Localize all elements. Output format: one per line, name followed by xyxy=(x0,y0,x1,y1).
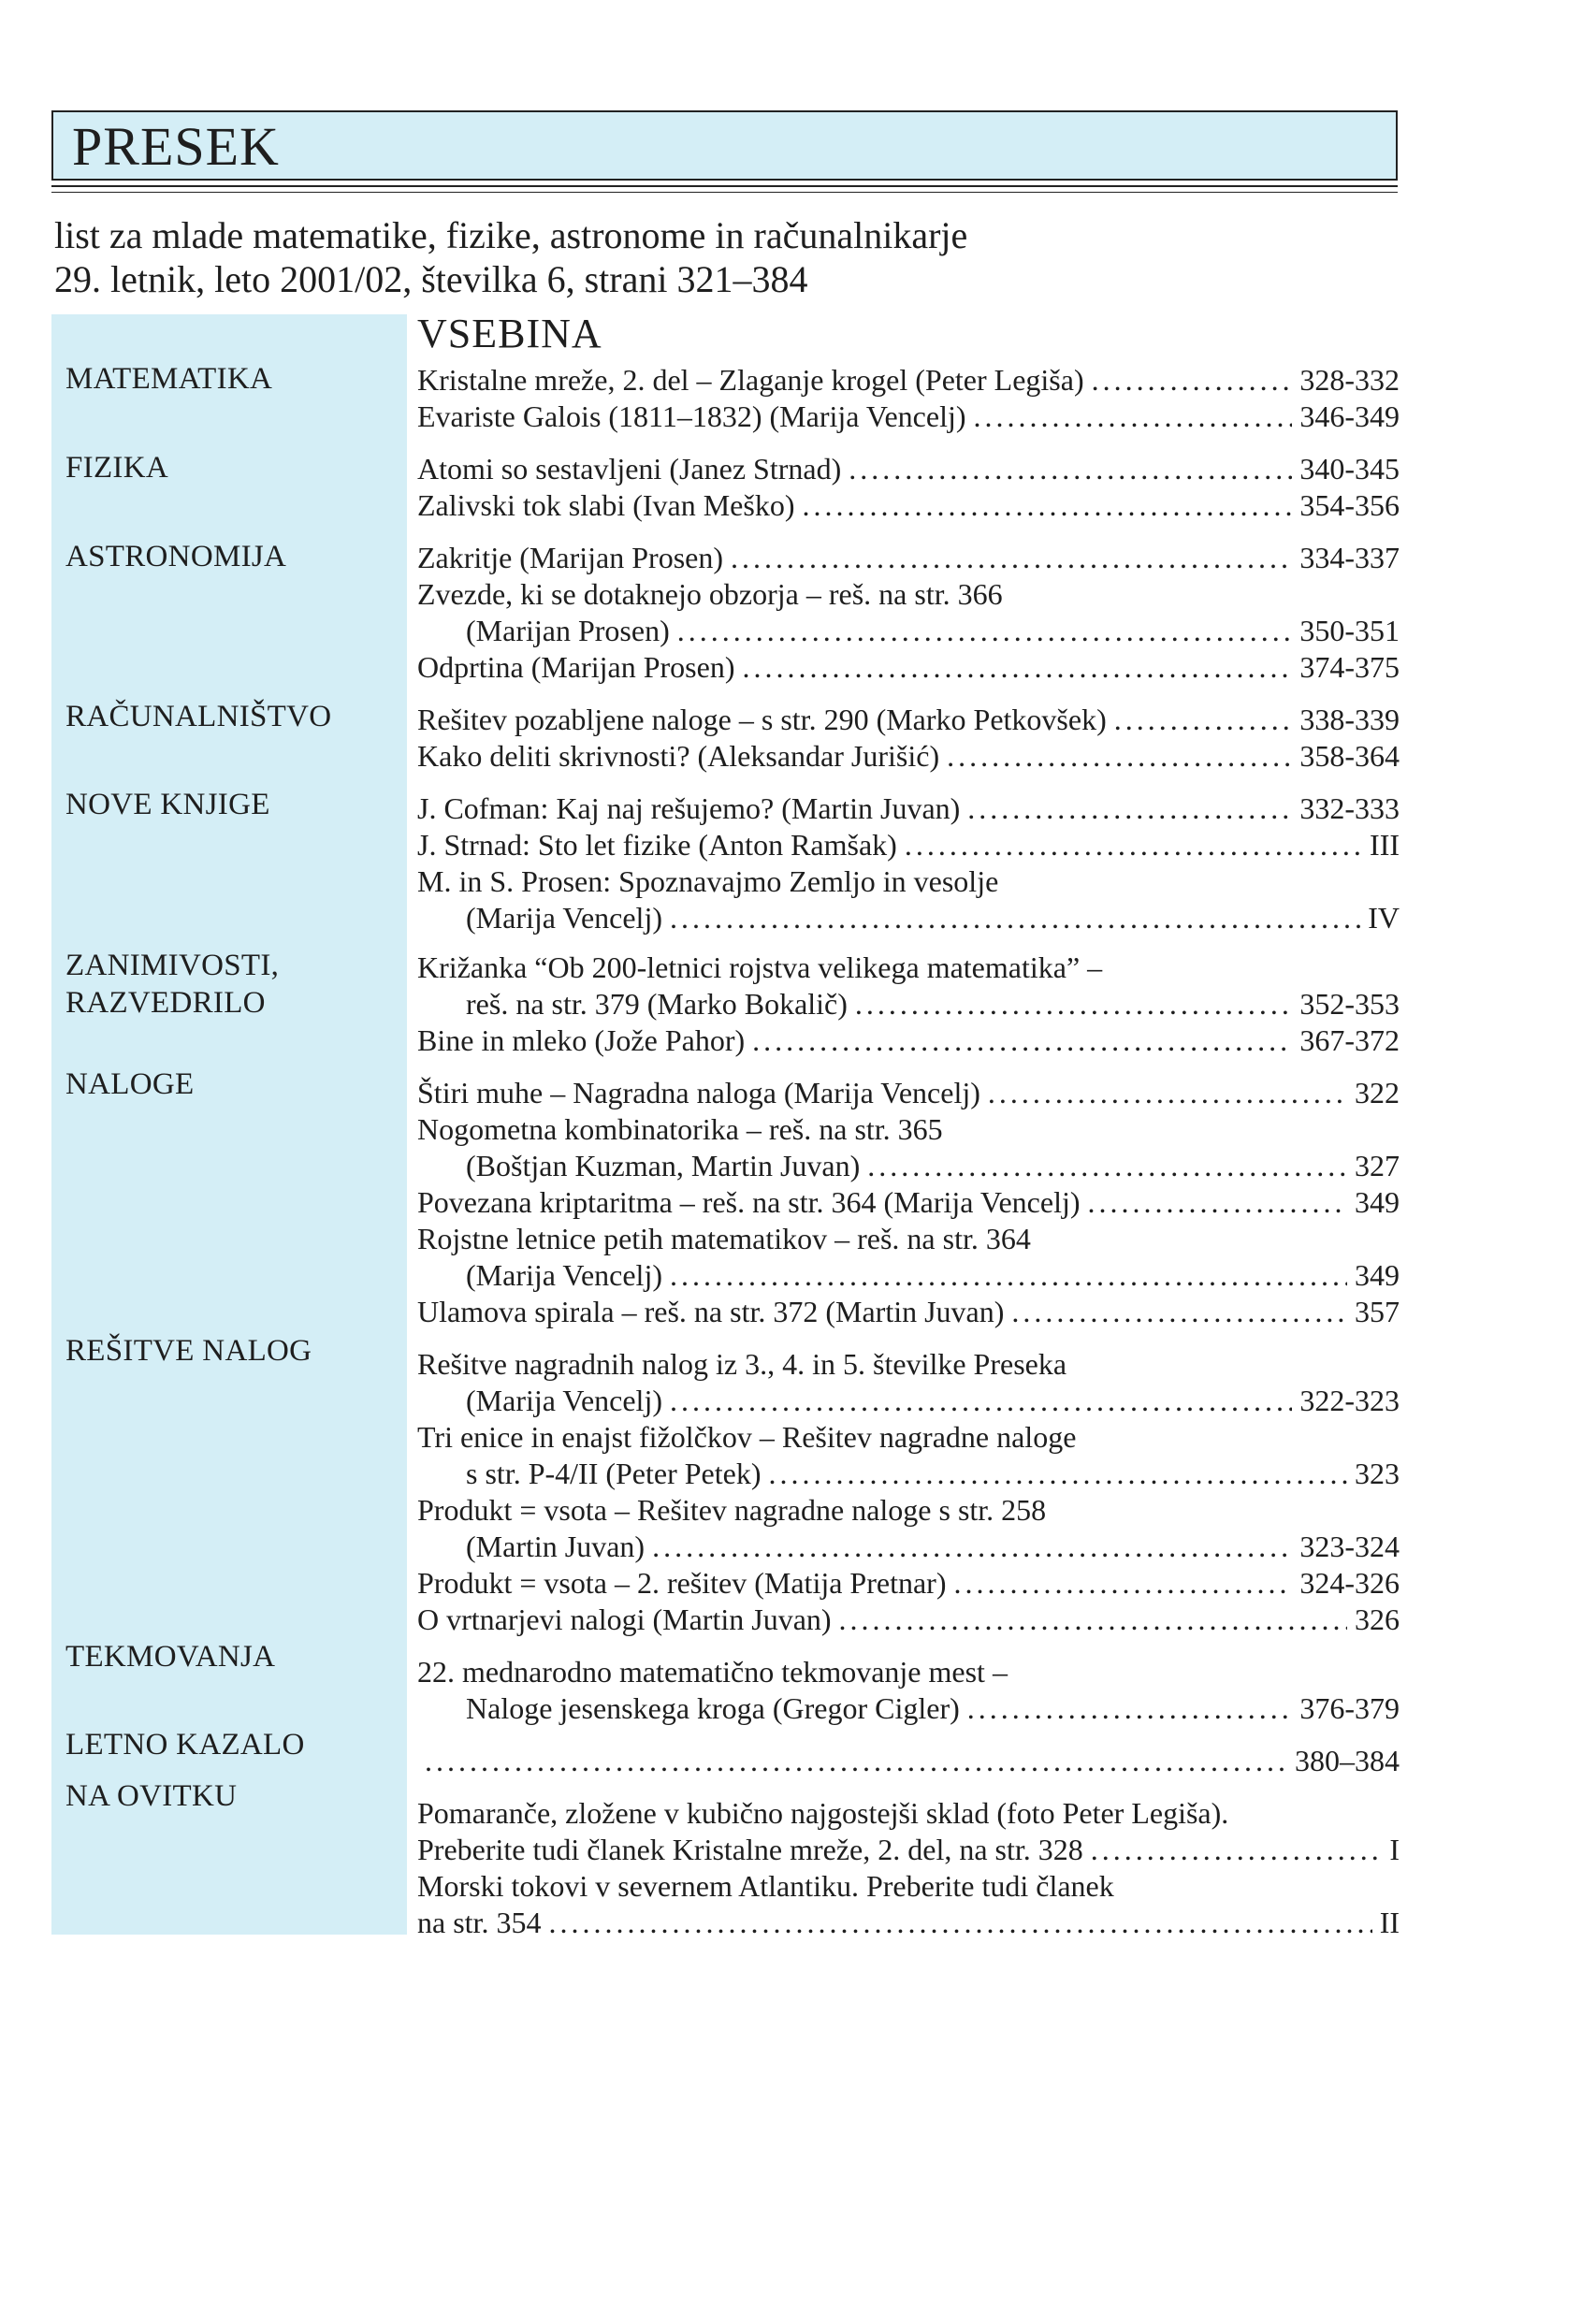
toc-entry-page: 349 xyxy=(1355,1185,1400,1219)
toc-entry-title: Zakritje (Marijan Prosen) xyxy=(417,541,723,574)
toc-entry-title: (Marijan Prosen) xyxy=(466,614,670,647)
toc-entry xyxy=(417,1905,1400,1940)
toc-entry-title: (Marija Vencelj) xyxy=(466,1384,662,1417)
toc-entry xyxy=(417,702,1400,737)
category-racunalnistvo: RAČUNALNIŠTVO xyxy=(65,700,332,733)
category-tekmovanja: TEKMOVANJA xyxy=(65,1640,276,1674)
category-razvedrilo: RAZVEDRILO xyxy=(65,986,266,1020)
title-banner xyxy=(51,110,1398,181)
toc-entry-page: 323 xyxy=(1355,1457,1400,1490)
toc-entry-page: IV xyxy=(1368,901,1400,935)
toc-entry-page: 357 xyxy=(1355,1295,1400,1328)
category-astronomija: ASTRONOMIJA xyxy=(65,540,287,573)
dot-leader xyxy=(974,399,1293,434)
toc-entry-page: 380–384 xyxy=(1295,1744,1400,1777)
toc-entry-page: 350-351 xyxy=(1299,614,1400,647)
toc-entry xyxy=(417,399,1400,434)
toc-entry-title: 22. mednarodno matematično tekmovanje mest – xyxy=(417,1655,1008,1689)
toc-entry-page: II xyxy=(1379,1906,1400,1939)
dot-leader xyxy=(652,1529,1292,1564)
category-fizika: FIZIKA xyxy=(65,451,168,485)
dot-leader xyxy=(855,986,1292,1022)
category-nove-knjige: NOVE KNJIGE xyxy=(65,788,270,821)
dot-leader xyxy=(967,790,1292,826)
toc-entry xyxy=(417,1383,1400,1418)
toc-entry xyxy=(417,362,1400,398)
category-na-ovitku: NA OVITKU xyxy=(65,1779,238,1813)
toc-entry xyxy=(417,1456,1400,1491)
toc-entry xyxy=(417,576,1400,612)
toc-entry-title: O vrtnarjevi nalogi (Martin Juvan) xyxy=(417,1602,832,1636)
dot-leader xyxy=(670,900,1360,935)
toc-entry-title: Atomi so sestavljeni (Janez Strnad) xyxy=(417,452,842,486)
toc-entry-page: 322 xyxy=(1355,1076,1400,1109)
dot-leader xyxy=(1011,1294,1347,1329)
toc-entry-page: 334-337 xyxy=(1299,541,1400,574)
toc-entry-title: (Boštjan Kuzman, Martin Juvan) xyxy=(466,1149,861,1182)
toc-entry-title: Tri enice in enajst fižolčkov – Rešitev nagradne naloge xyxy=(417,1420,1077,1454)
magazine-subtitle: list za mlade matematike, fizike, astronome in računalnikarje xyxy=(54,214,968,256)
toc-entry-title: Rojstne letnice petih matematikov – reš. na str. 364 xyxy=(417,1222,1031,1255)
toc-entry-title: Bine in mleko (Jože Pahor) xyxy=(417,1023,746,1057)
toc-entry xyxy=(417,950,1400,985)
toc-entry-title: Kristalne mreže, 2. del – Zlaganje krogel (Peter Legiša) xyxy=(417,363,1084,397)
header-rule-thin xyxy=(51,192,1398,193)
toc-entry-title: Ulamova spirala – reš. na str. 372 (Martin Juvan) xyxy=(417,1295,1005,1328)
toc-entry-title: na str. 354 xyxy=(417,1906,542,1939)
toc-entry xyxy=(417,790,1400,826)
dot-leader xyxy=(1114,702,1293,737)
toc-entry-title: Križanka “Ob 200-letnici rojstva velikega matematika” – xyxy=(417,950,1103,984)
toc-entry xyxy=(417,1346,1400,1382)
toc-entry-title: Produkt = vsota – Rešitev nagradne naloge s str. 258 xyxy=(417,1493,1047,1527)
issue-info: 29. letnik, leto 2001/02, številka 6, strani 321–384 xyxy=(54,258,808,300)
dot-leader xyxy=(670,1257,1347,1293)
toc-entry-title: Preberite tudi članek Kristalne mreže, 2. del, na str. 328 xyxy=(417,1833,1083,1866)
toc-entry xyxy=(417,863,1400,899)
toc-entry-title: J. Cofman: Kaj naj rešujemo? (Martin Juvan) xyxy=(417,791,961,825)
toc-entry xyxy=(417,1075,1400,1110)
toc-entry-page: 327 xyxy=(1355,1149,1400,1182)
dot-leader xyxy=(802,487,1292,523)
toc-heading: VSEBINA xyxy=(417,311,602,356)
toc-entry-page: 322-323 xyxy=(1299,1384,1400,1417)
toc-entry-page: 340-345 xyxy=(1299,452,1400,486)
dot-leader xyxy=(967,1690,1293,1726)
dot-leader xyxy=(947,738,1292,774)
toc-entry-page: 326 xyxy=(1355,1602,1400,1636)
toc-entry xyxy=(417,827,1400,863)
toc-entry-page: 354-356 xyxy=(1299,488,1400,522)
toc-entry xyxy=(417,1294,1400,1329)
toc-entry xyxy=(417,1257,1400,1293)
toc-entry-title: Rešitve nagradnih nalog iz 3., 4. in 5. številke Preseka xyxy=(417,1347,1067,1381)
dot-leader xyxy=(839,1602,1347,1637)
category-resitve-nalog: REŠITVE NALOG xyxy=(65,1334,312,1368)
dot-leader xyxy=(425,1743,1287,1778)
dot-leader xyxy=(752,1022,1292,1058)
toc-entry xyxy=(417,1492,1400,1528)
toc-entry xyxy=(417,1868,1400,1904)
toc-entry xyxy=(417,986,1400,1022)
dot-leader xyxy=(867,1148,1347,1183)
toc-entry xyxy=(417,1148,1400,1183)
toc-entry-page: 352-353 xyxy=(1299,987,1400,1021)
toc-entry-title: Zalivski tok slabi (Ivan Meško) xyxy=(417,488,795,522)
toc-entry-title: (Marija Vencelj) xyxy=(466,901,662,935)
toc-entry xyxy=(417,900,1400,935)
category-letno-kazalo: LETNO KAZALO xyxy=(65,1728,305,1762)
dot-leader xyxy=(742,649,1292,685)
toc-entry-page: 374-375 xyxy=(1299,650,1400,684)
dot-leader xyxy=(670,1383,1292,1418)
header-rule xyxy=(51,185,1398,187)
toc-entry-page: 349 xyxy=(1355,1258,1400,1292)
toc-entry-title: Evariste Galois (1811–1832) (Marija Vencelj) xyxy=(417,399,966,433)
toc-entry-page: 323-324 xyxy=(1299,1530,1400,1563)
toc-entry-title: Morski tokovi v severnem Atlantiku. Preberite tudi članek xyxy=(417,1869,1114,1903)
toc-entry-title: Zvezde, ki se dotaknejo obzorja – reš. na str. 366 xyxy=(417,577,1003,611)
dot-leader xyxy=(548,1905,1371,1940)
toc-entry xyxy=(417,1022,1400,1058)
toc-entry xyxy=(417,1690,1400,1726)
dot-leader xyxy=(731,540,1292,575)
dot-leader xyxy=(677,613,1293,648)
toc-entry-title: J. Strnad: Sto let fizike (Anton Ramšak) xyxy=(417,828,897,862)
dot-leader xyxy=(1088,1184,1347,1220)
toc-entry-title: Odprtina (Marijan Prosen) xyxy=(417,650,735,684)
category-matematika: MATEMATIKA xyxy=(65,362,273,396)
dot-leader xyxy=(769,1456,1348,1491)
dot-leader xyxy=(988,1075,1347,1110)
toc-entry xyxy=(417,1221,1400,1256)
toc-entry xyxy=(417,487,1400,523)
toc-entry-page: 367-372 xyxy=(1299,1023,1400,1057)
toc-entry xyxy=(417,613,1400,648)
toc-entry xyxy=(417,1419,1400,1455)
toc-entry-title: Pomaranče, zložene v kubično najgostejši sklad (foto Peter Legiša). xyxy=(417,1796,1229,1830)
toc-entry xyxy=(417,1654,1400,1689)
toc-entry xyxy=(417,1565,1400,1601)
toc-entry-title: s str. P-4/II (Peter Petek) xyxy=(466,1457,762,1490)
toc-entry xyxy=(417,649,1400,685)
toc-entry-page: 338-339 xyxy=(1299,703,1400,736)
toc-entry xyxy=(417,1795,1400,1831)
magazine-title: PRESEK xyxy=(72,116,280,177)
dot-leader xyxy=(849,451,1292,486)
toc-entry-page: 376-379 xyxy=(1299,1691,1400,1725)
toc-entry xyxy=(417,1743,1400,1778)
toc-entry-title: Nogometna kombinatorika – reš. na str. 365 xyxy=(417,1112,943,1146)
toc-entry xyxy=(417,738,1400,774)
toc-entry-title: Povezana kriptaritma – reš. na str. 364 (Marija Vencelj) xyxy=(417,1185,1081,1219)
dot-leader xyxy=(953,1565,1292,1601)
toc-entry xyxy=(417,1529,1400,1564)
toc-entry xyxy=(417,1184,1400,1220)
toc-entry-title: Štiri muhe – Nagradna naloga (Marija Vencelj) xyxy=(417,1076,980,1109)
toc-entry-page: 328-332 xyxy=(1299,363,1400,397)
toc-entry xyxy=(417,1111,1400,1147)
toc-entry-title: Produkt = vsota – 2. rešitev (Matija Pretnar) xyxy=(417,1566,947,1600)
category-naloge: NALOGE xyxy=(65,1067,195,1101)
dot-leader xyxy=(905,827,1362,863)
toc-entry xyxy=(417,451,1400,486)
toc-entry-page: I xyxy=(1389,1833,1400,1866)
dot-leader xyxy=(1092,362,1293,398)
toc-entry-title: Naloge jesenskega kroga (Gregor Cigler) xyxy=(466,1691,960,1725)
toc-entry-page: 324-326 xyxy=(1299,1566,1400,1600)
toc-entry-page: 332-333 xyxy=(1299,791,1400,825)
toc-entry-page: III xyxy=(1370,828,1400,862)
toc-entry xyxy=(417,1832,1400,1867)
toc-entry-page: 346-349 xyxy=(1299,399,1400,433)
toc-entry xyxy=(417,540,1400,575)
toc-entry-title: Kako deliti skrivnosti? (Aleksandar Jurišić) xyxy=(417,739,940,773)
toc-entry xyxy=(417,1602,1400,1637)
dot-leader xyxy=(1091,1832,1383,1867)
category-zanimivosti: ZANIMIVOSTI, xyxy=(65,949,280,982)
toc-entry-title: Rešitev pozabljene naloge – s str. 290 (Marko Petkovšek) xyxy=(417,703,1107,736)
toc-entry-title: reš. na str. 379 (Marko Bokalič) xyxy=(466,987,848,1021)
toc-entry-page: 358-364 xyxy=(1299,739,1400,773)
toc-entry-title: M. in S. Prosen: Spoznavajmo Zemljo in vesolje xyxy=(417,864,999,898)
toc-entry-title: (Marija Vencelj) xyxy=(466,1258,662,1292)
toc-entry-title: (Martin Juvan) xyxy=(466,1530,646,1563)
